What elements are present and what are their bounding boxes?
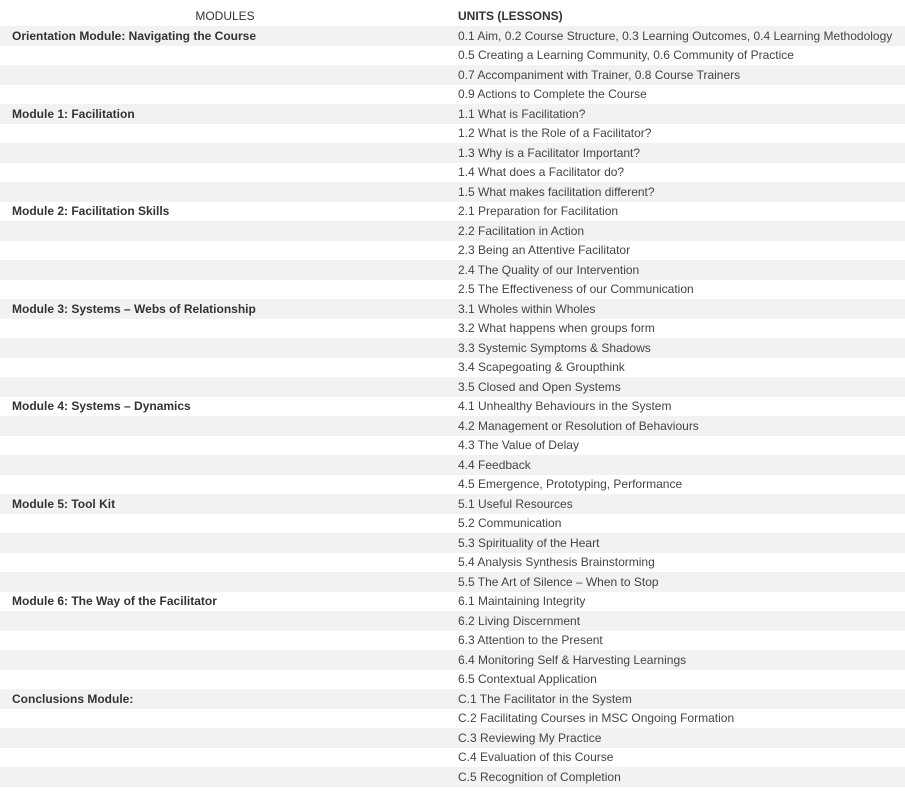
table-row [0,26,905,46]
module-cell [0,377,450,397]
unit-cell: 2.3 Being an Attentive Facilitator [458,243,631,258]
unit-cell: 6.3 Attention to the Present [458,633,603,648]
module-cell [0,338,450,358]
unit-cell: C.4 Evaluation of this Course [458,750,614,765]
unit-cell: C.1 The Facilitator in the System [450,689,905,709]
module-cell [0,416,450,436]
table-row [0,650,905,670]
table-row [0,299,905,319]
table-row [0,611,905,631]
module-cell [0,455,450,475]
unit-cell: 3.1 Wholes within Wholes [450,299,905,319]
table-row [0,377,905,397]
table-row [0,182,905,202]
unit-cell: 4.1 Unhealthy Behaviours in the System [458,399,672,414]
module-cell [0,533,450,553]
module-cell [0,124,450,144]
table-row [0,65,905,85]
unit-cell: 1.5 What makes facilitation different? [450,182,905,202]
module-cell: Module 2: Facilitation Skills [12,204,170,219]
table-row [0,202,905,222]
header-units: UNITS (LESSONS) [458,9,563,23]
module-cell [0,221,450,241]
table-row [0,689,905,709]
module-cell [0,572,450,592]
header-modules: MODULES [195,9,255,23]
table-row [0,748,905,768]
module-cell [0,182,450,202]
table-row [0,494,905,514]
table-row [0,436,905,456]
module-cell [0,553,450,573]
table-row [0,553,905,573]
unit-cell: 3.4 Scapegoating & Groupthink [458,360,625,375]
unit-cell: 2.2 Facilitation in Action [450,221,905,241]
table-row [0,221,905,241]
unit-cell: 3.3 Systemic Symptoms & Shadows [450,338,905,358]
unit-cell: 5.3 Spirituality of the Heart [450,533,905,553]
table-row [0,163,905,183]
module-cell [0,748,450,768]
table-row [0,728,905,748]
unit-cell: 5.2 Communication [458,516,562,531]
module-cell: Module 3: Systems – Webs of Relationship [0,299,450,319]
unit-cell: 5.1 Useful Resources [450,494,905,514]
table-row [0,514,905,534]
module-cell [0,241,450,261]
module-cell [0,358,450,378]
unit-cell: C.3 Reviewing My Practice [450,728,905,748]
unit-cell: 6.2 Living Discernment [450,611,905,631]
module-cell [0,260,450,280]
module-cell: Conclusions Module: [0,689,450,709]
table-row [0,416,905,436]
module-cell [0,475,450,495]
unit-cell: 4.5 Emergence, Prototyping, Performance [458,477,683,492]
unit-cell: 1.1 What is Facilitation? [450,104,905,124]
unit-cell: 0.5 Creating a Learning Community, 0.6 Community of Practice [458,48,794,63]
curriculum-table [0,6,905,787]
module-cell [0,319,450,339]
table-row [0,475,905,495]
module-cell: Module 4: Systems – Dynamics [12,399,191,414]
unit-cell: C.5 Recognition of Completion [450,767,905,787]
module-cell [0,143,450,163]
table-row [0,338,905,358]
unit-cell: 2.1 Preparation for Facilitation [458,204,619,219]
table-body [0,26,905,787]
module-cell [0,631,450,651]
module-cell [0,65,450,85]
table-row [0,670,905,690]
module-cell [0,514,450,534]
module-cell [0,163,450,183]
unit-cell: 2.4 The Quality of our Intervention [450,260,905,280]
unit-cell: 6.1 Maintaining Integrity [458,594,586,609]
table-row [0,455,905,475]
table-row [0,124,905,144]
unit-cell: 4.2 Management or Resolution of Behaviours [450,416,905,436]
table-row [0,767,905,787]
unit-cell: 5.5 The Art of Silence – When to Stop [450,572,905,592]
table-row [0,572,905,592]
unit-cell: 0.7 Accompaniment with Trainer, 0.8 Course Trainers [450,65,905,85]
module-cell: Module 5: Tool Kit [0,494,450,514]
table-row [0,631,905,651]
table-row [0,319,905,339]
unit-cell: 0.9 Actions to Complete the Course [458,87,647,102]
table-row [0,260,905,280]
unit-cell: 1.2 What is the Role of a Facilitator? [458,126,652,141]
module-cell [0,709,450,729]
module-cell [0,46,450,66]
table-row [0,104,905,124]
unit-cell: 4.3 The Value of Delay [458,438,579,453]
unit-cell: 2.5 The Effectiveness of our Communication [458,282,694,297]
unit-cell: 0.1 Aim, 0.2 Course Structure, 0.3 Learning Outcomes, 0.4 Learning Methodology [450,26,905,46]
table-row [0,280,905,300]
table-row [0,358,905,378]
unit-cell: 6.4 Monitoring Self & Harvesting Learnings [450,650,905,670]
module-cell [0,436,450,456]
module-cell [0,728,450,748]
unit-cell: 5.4 Analysis Synthesis Brainstorming [458,555,655,570]
module-cell [0,280,450,300]
module-cell [0,767,450,787]
module-cell [0,85,450,105]
module-cell [0,650,450,670]
module-cell [0,670,450,690]
unit-cell: 1.3 Why is a Facilitator Important? [450,143,905,163]
table-row [0,143,905,163]
module-cell [0,611,450,631]
unit-cell: 1.4 What does a Facilitator do? [458,165,625,180]
unit-cell: 4.4 Feedback [450,455,905,475]
unit-cell: 6.5 Contextual Application [458,672,597,687]
table-row [0,46,905,66]
table-row [0,397,905,417]
module-cell: Module 1: Facilitation [0,104,450,124]
module-cell: Orientation Module: Navigating the Course [0,26,450,46]
module-cell: Module 6: The Way of the Facilitator [12,594,217,609]
table-row [0,85,905,105]
table-row [0,533,905,553]
unit-cell: 3.2 What happens when groups form [458,321,655,336]
unit-cell: C.2 Facilitating Courses in MSC Ongoing Formation [458,711,735,726]
table-row [0,241,905,261]
unit-cell: 3.5 Closed and Open Systems [450,377,905,397]
table-header [0,6,905,26]
table-row [0,709,905,729]
table-row [0,592,905,612]
